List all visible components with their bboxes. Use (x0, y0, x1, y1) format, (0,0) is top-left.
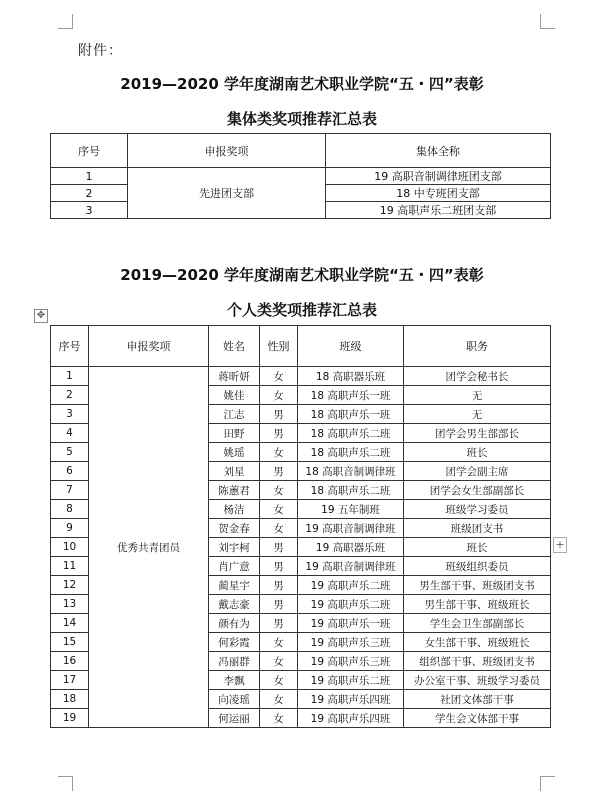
table-row (51, 367, 551, 386)
person-name: 刘星 (209, 462, 260, 481)
award-name: 先进团支部 (128, 168, 326, 219)
margin-corner-top-left (58, 14, 73, 29)
class-name: 19 高职声乐二班 (298, 576, 404, 595)
row-number: 13 (51, 595, 89, 614)
class-name: 19 高职器乐班 (298, 538, 404, 557)
gender: 女 (260, 519, 298, 538)
role: 班级团支书 (404, 519, 551, 538)
row-number: 14 (51, 614, 89, 633)
header-cell: 集体全称 (326, 134, 551, 168)
role: 无 (404, 405, 551, 424)
role: 学生会卫生部副部长 (404, 614, 551, 633)
class-name: 18 高职声乐一班 (298, 386, 404, 405)
role: 组织部干事、班级团支书 (404, 652, 551, 671)
role: 学生会文体部干事 (404, 709, 551, 728)
role: 办公室干事、班级学习委员 (404, 671, 551, 690)
gender: 女 (260, 481, 298, 500)
person-name: 姚瑶 (209, 443, 260, 462)
row-number: 12 (51, 576, 89, 595)
add-row-handle-icon[interactable]: + (553, 537, 567, 553)
collective-award-table[interactable] (50, 133, 551, 219)
person-name: 田野 (209, 424, 260, 443)
row-number: 11 (51, 557, 89, 576)
row-number: 2 (51, 185, 128, 202)
role: 社团文体部干事 (404, 690, 551, 709)
gender: 女 (260, 633, 298, 652)
gender: 男 (260, 595, 298, 614)
header-cell: 序号 (51, 134, 128, 168)
row-number: 10 (51, 538, 89, 557)
person-name: 何彩霞 (209, 633, 260, 652)
row-number: 9 (51, 519, 89, 538)
table-move-handle-icon[interactable]: ✥ (34, 309, 48, 323)
gender: 女 (260, 386, 298, 405)
header-cell: 职务 (404, 326, 551, 367)
collective-title-line1: 2019—2020 学年度湖南艺术职业学院“五・四”表彰 (120, 75, 484, 93)
class-name: 18 高职声乐一班 (298, 405, 404, 424)
row-number: 19 (51, 709, 89, 728)
person-name: 江志 (209, 405, 260, 424)
row-number: 17 (51, 671, 89, 690)
collective-name: 18 中专班团支部 (326, 185, 551, 202)
collective-name: 19 高职声乐二班团支部 (326, 202, 551, 219)
person-name: 冯丽群 (209, 652, 260, 671)
row-number: 1 (51, 168, 128, 185)
individual-title-line2: 个人类奖项推荐汇总表 (226, 301, 377, 319)
individual-table-body (51, 367, 551, 728)
attachment-label: 附件： (78, 43, 123, 59)
person-name: 戴志豪 (209, 595, 260, 614)
gender: 女 (260, 443, 298, 462)
gender: 男 (260, 424, 298, 443)
gender: 男 (260, 557, 298, 576)
gender: 男 (260, 405, 298, 424)
person-name: 蔺星宇 (209, 576, 260, 595)
award-name: 优秀共青团员 (89, 367, 209, 728)
gender: 男 (260, 538, 298, 557)
role: 团学会男生部部长 (404, 424, 551, 443)
table-row (51, 168, 551, 185)
row-number: 16 (51, 652, 89, 671)
class-name: 18 高职声乐二班 (298, 481, 404, 500)
margin-corner-bottom-left (58, 776, 73, 791)
row-number: 7 (51, 481, 89, 500)
header-cell: 申报奖项 (128, 134, 326, 168)
class-name: 18 高职音制调律班 (298, 462, 404, 481)
person-name: 贺金春 (209, 519, 260, 538)
role: 团学会副主席 (404, 462, 551, 481)
header-cell: 姓名 (209, 326, 260, 367)
person-name: 陈蕙君 (209, 481, 260, 500)
class-name: 19 高职音制调律班 (298, 557, 404, 576)
role: 班长 (404, 443, 551, 462)
gender: 女 (260, 709, 298, 728)
person-name: 肖广意 (209, 557, 260, 576)
role: 团学会秘书长 (404, 367, 551, 386)
table-header-row (51, 326, 551, 367)
class-name: 19 高职声乐四班 (298, 709, 404, 728)
class-name: 19 高职声乐四班 (298, 690, 404, 709)
row-number: 8 (51, 500, 89, 519)
individual-award-table[interactable] (50, 325, 551, 728)
row-number: 4 (51, 424, 89, 443)
role: 班级学习委员 (404, 500, 551, 519)
row-number: 3 (51, 405, 89, 424)
class-name: 19 高职音制调律班 (298, 519, 404, 538)
header-cell: 序号 (51, 326, 89, 367)
role: 无 (404, 386, 551, 405)
class-name: 19 五年制班 (298, 500, 404, 519)
class-name: 19 高职声乐二班 (298, 671, 404, 690)
row-number: 2 (51, 386, 89, 405)
row-number: 6 (51, 462, 89, 481)
gender: 男 (260, 576, 298, 595)
role: 班级组织委员 (404, 557, 551, 576)
role: 女生部干事、班级班长 (404, 633, 551, 652)
gender: 女 (260, 367, 298, 386)
header-cell: 性别 (260, 326, 298, 367)
person-name: 姚佳 (209, 386, 260, 405)
role: 男生部干事、班级班长 (404, 595, 551, 614)
role: 男生部干事、班级团支书 (404, 576, 551, 595)
class-name: 18 高职声乐二班 (298, 443, 404, 462)
collective-name: 19 高职音制调律班团支部 (326, 168, 551, 185)
row-number: 3 (51, 202, 128, 219)
person-name: 向凌瑶 (209, 690, 260, 709)
gender: 女 (260, 690, 298, 709)
role: 班长 (404, 538, 551, 557)
person-name: 刘宇柯 (209, 538, 260, 557)
role: 团学会女生部副部长 (404, 481, 551, 500)
table-header-row (51, 134, 551, 168)
class-name: 18 高职器乐班 (298, 367, 404, 386)
class-name: 19 高职声乐一班 (298, 614, 404, 633)
class-name: 19 高职声乐三班 (298, 652, 404, 671)
gender: 男 (260, 462, 298, 481)
class-name: 18 高职声乐二班 (298, 424, 404, 443)
gender: 女 (260, 652, 298, 671)
person-name: 何运丽 (209, 709, 260, 728)
header-cell: 申报奖项 (89, 326, 209, 367)
gender: 男 (260, 614, 298, 633)
class-name: 19 高职声乐二班 (298, 595, 404, 614)
row-number: 1 (51, 367, 89, 386)
row-number: 5 (51, 443, 89, 462)
collective-title-line2: 集体类奖项推荐汇总表 (226, 110, 377, 128)
row-number: 15 (51, 633, 89, 652)
row-number: 18 (51, 690, 89, 709)
person-name: 颜有为 (209, 614, 260, 633)
margin-corner-bottom-right (540, 776, 555, 791)
individual-title-line1: 2019—2020 学年度湖南艺术职业学院“五・四”表彰 (120, 266, 484, 284)
gender: 女 (260, 671, 298, 690)
header-cell: 班级 (298, 326, 404, 367)
person-name: 杨洁 (209, 500, 260, 519)
person-name: 李飘 (209, 671, 260, 690)
margin-corner-top-right (540, 14, 555, 29)
gender: 女 (260, 500, 298, 519)
person-name: 蒋昕妍 (209, 367, 260, 386)
class-name: 19 高职声乐三班 (298, 633, 404, 652)
